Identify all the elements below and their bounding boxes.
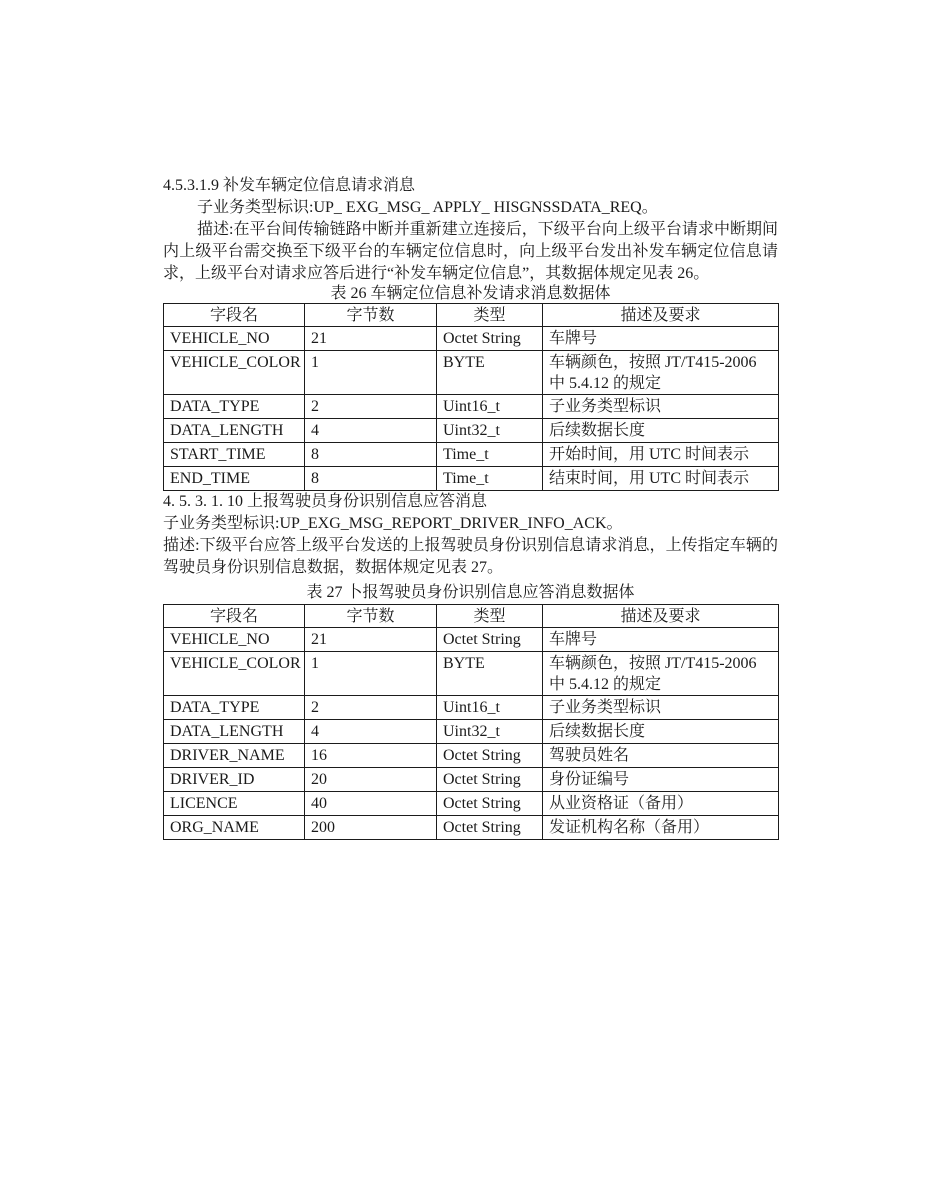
table-26-body <box>164 327 779 491</box>
table-cell: 身份证编号 <box>543 768 779 792</box>
table-row <box>164 628 779 652</box>
table-header-row <box>164 605 779 628</box>
table-row <box>164 744 779 768</box>
table-row <box>164 792 779 816</box>
table-row <box>164 768 779 792</box>
section-heading-4-5-3-1-10: 4. 5. 3. 1. 10 上报驾驶员身份识别信息应答消息 <box>163 493 488 510</box>
table-cell: Octet String <box>437 816 543 840</box>
table-cell: VEHICLE_NO <box>164 327 305 351</box>
table-cell: 4 <box>305 419 437 443</box>
table-cell: LICENCE <box>164 792 305 816</box>
column-header: 字段名 <box>164 605 305 628</box>
table-cell: 1 <box>305 351 437 395</box>
table-cell: 从业资格证（备用） <box>543 792 779 816</box>
table-cell: 子业务类型标识 <box>543 395 779 419</box>
column-header: 类型 <box>437 605 543 628</box>
table-cell: 16 <box>305 744 437 768</box>
column-header: 描述及要求 <box>543 304 779 327</box>
table-cell: Octet String <box>437 744 543 768</box>
table-row <box>164 327 779 351</box>
table-cell: 车牌号 <box>543 628 779 652</box>
section2-description: 描述:下级平台应答上级平台发送的上报驾驶员身份识别信息请求消息，上传指定车辆的驾驶员身份识别信息数据，数据体规定见表 27。 <box>163 537 778 576</box>
table-cell: Octet String <box>437 768 543 792</box>
table-cell: 2 <box>305 395 437 419</box>
table-27-caption: 表 27 卜报驾驶员身份识别信息应答消息数据体 <box>306 584 635 601</box>
table-row <box>164 443 779 467</box>
table-cell: BYTE <box>437 652 543 696</box>
table-cell: 开始时间，用 UTC 时间表示 <box>543 443 779 467</box>
table-cell: BYTE <box>437 351 543 395</box>
column-header: 字节数 <box>305 605 437 628</box>
table-cell: Octet String <box>437 792 543 816</box>
table-cell: VEHICLE_COLOR <box>164 652 305 696</box>
table-cell: 40 <box>305 792 437 816</box>
table-cell: 2 <box>305 696 437 720</box>
table-row <box>164 816 779 840</box>
table-27 <box>163 604 779 840</box>
table-cell: Time_t <box>437 443 543 467</box>
section1-sub-business-type-line: 子业务类型标识:UP_ EXG_MSG_ APPLY_ HISGNSSDATA_REQ。 <box>197 199 658 216</box>
table-cell: 8 <box>305 443 437 467</box>
table-cell: VEHICLE_NO <box>164 628 305 652</box>
table-cell: 车辆颜色，按照 JT/T415-2006 中 5.4.12 的规定 <box>543 351 779 395</box>
table-cell: END_TIME <box>164 467 305 491</box>
table-cell: 驾驶员姓名 <box>543 744 779 768</box>
table-cell: DRIVER_NAME <box>164 744 305 768</box>
table-header-row <box>164 304 779 327</box>
table-row <box>164 652 779 696</box>
table-cell: START_TIME <box>164 443 305 467</box>
table-row <box>164 419 779 443</box>
column-header: 描述及要求 <box>543 605 779 628</box>
table-cell: 结束时间，用 UTC 时间表示 <box>543 467 779 491</box>
table-cell: 子业务类型标识 <box>543 696 779 720</box>
table-cell: Uint32_t <box>437 419 543 443</box>
table-cell: 车牌号 <box>543 327 779 351</box>
table-cell: 4 <box>305 720 437 744</box>
document-page <box>163 175 778 840</box>
table-cell: 21 <box>305 628 437 652</box>
table-cell: Time_t <box>437 467 543 491</box>
section-heading-4-5-3-1-9: 4.5.3.1.9 补发车辆定位信息请求消息 <box>163 177 416 194</box>
table-cell: VEHICLE_COLOR <box>164 351 305 395</box>
table-27-body <box>164 628 779 840</box>
table-cell: ORG_NAME <box>164 816 305 840</box>
table-row <box>164 395 779 419</box>
table-cell: 20 <box>305 768 437 792</box>
table-cell: Octet String <box>437 327 543 351</box>
column-header: 类型 <box>437 304 543 327</box>
section2-sub-business-type-line: 子业务类型标识:UP_EXG_MSG_REPORT_DRIVER_INFO_ACK。 <box>163 515 623 532</box>
table-26 <box>163 303 779 491</box>
table-cell: 发证机构名称（备用） <box>543 816 779 840</box>
table-row <box>164 720 779 744</box>
table-cell: DATA_TYPE <box>164 395 305 419</box>
table-26-caption: 表 26 车辆定位信息补发请求消息数据体 <box>330 285 611 302</box>
table-cell: DATA_LENGTH <box>164 720 305 744</box>
column-header: 字段名 <box>164 304 305 327</box>
table-cell: 后续数据长度 <box>543 720 779 744</box>
table-cell: 车辆颜色，按照 JT/T415-2006 中 5.4.12 的规定 <box>543 652 779 696</box>
table-cell: Uint32_t <box>437 720 543 744</box>
table-cell: Uint16_t <box>437 395 543 419</box>
section1-description: 描述:在平台间传输链路中断并重新建立连接后，下级平台向上级平台请求中断期间内上级平台需交换至下级平台的车辆定位信息时，向上级平台发出补发车辆定位信息请求，上级平台对请求应答后进行“补发车辆定位信息”，其数据体规定见表 26。 <box>163 221 778 282</box>
column-header: 字节数 <box>305 304 437 327</box>
table-cell: Octet String <box>437 628 543 652</box>
table-cell: 21 <box>305 327 437 351</box>
table-cell: DRIVER_ID <box>164 768 305 792</box>
table-row <box>164 467 779 491</box>
table-cell: 200 <box>305 816 437 840</box>
table-cell: DATA_TYPE <box>164 696 305 720</box>
table-row <box>164 351 779 395</box>
table-cell: 1 <box>305 652 437 696</box>
table-cell: 后续数据长度 <box>543 419 779 443</box>
table-row <box>164 696 779 720</box>
table-cell: 8 <box>305 467 437 491</box>
table-cell: DATA_LENGTH <box>164 419 305 443</box>
table-cell: Uint16_t <box>437 696 543 720</box>
